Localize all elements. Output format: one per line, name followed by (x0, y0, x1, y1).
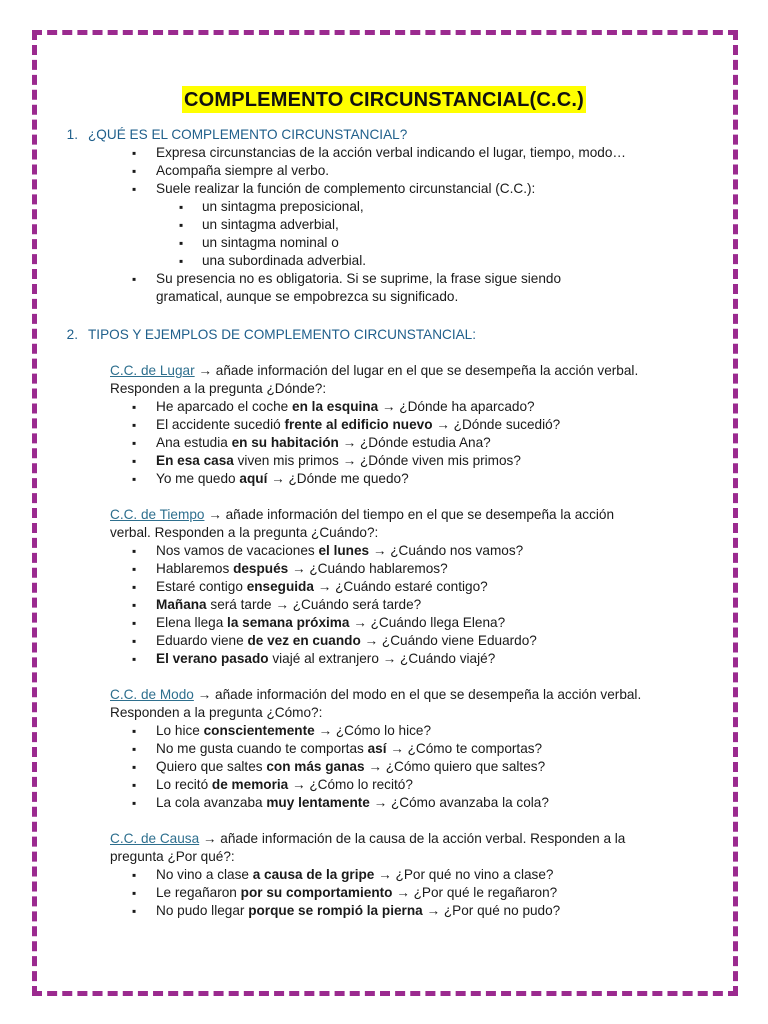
example-question: viajé al extranjero → ¿Cuándo viajé? (268, 651, 496, 666)
example-text: He aparcado el coche (156, 399, 293, 414)
example-complement: en la esquina (292, 399, 379, 414)
example-question: → ¿Por qué no pudo? (422, 903, 561, 918)
example-complement: de memoria (211, 777, 289, 792)
types-container (0, 362, 768, 920)
example-item (156, 632, 655, 650)
example-question: → ¿Dónde sucedió? (432, 417, 561, 432)
example-complement: de vez en cuando (247, 633, 361, 648)
sub-list (202, 198, 626, 270)
type-description: → añade información del lugar en el que se desempeña la acción verbal. Responden a la pregunta ¿Dónde?: (110, 363, 639, 396)
example-text: Le regañaron (156, 885, 241, 900)
type-name-link[interactable]: C.C. de Modo (110, 687, 194, 702)
page-title: COMPLEMENTO CIRCUNSTANCIAL(C.C.) (182, 86, 586, 113)
example-complement: conscientemente (203, 723, 315, 738)
type-name-link[interactable]: C.C. de Causa (110, 831, 200, 846)
example-question: → ¿Cuándo llega Elena? (349, 615, 506, 630)
type-block (110, 506, 655, 668)
example-item (156, 578, 655, 596)
list-item: ▪ Su presencia no es obligatoria. Si se suprime, la frase sigue siendo gramatical, aunque se empobrezca su significado. (156, 270, 626, 306)
example-question: → ¿Por qué no vino a clase? (374, 867, 554, 882)
list-item (156, 180, 626, 270)
type-description: → añade información de la causa de la acción verbal. Responden a la pregunta ¿Por qué?: (110, 831, 626, 864)
example-text: Ana estudia (156, 435, 232, 450)
example-question: → ¿Dónde ha aparcado? (378, 399, 535, 414)
example-text: Eduardo viene (156, 633, 248, 648)
example-text: No me gusta cuando te comportas (156, 741, 368, 756)
list-item-text: Suele realizar la función de complemento circunstancial (C.C.): (156, 181, 536, 196)
example-item (156, 452, 655, 470)
example-item (156, 776, 655, 794)
example-text: Hablaremos (156, 561, 234, 576)
type-block (110, 830, 655, 920)
example-complement: el lunes (318, 543, 370, 558)
example-complement: frente al edificio nuevo (284, 417, 433, 432)
type-block (110, 362, 655, 488)
examples-list (156, 722, 655, 812)
example-text: Lo hice (156, 723, 204, 738)
title-wrap (0, 86, 768, 113)
example-complement: en su habitación (231, 435, 339, 450)
example-item (156, 470, 655, 488)
example-question: → ¿Cómo lo recitó? (288, 777, 413, 792)
sub-list-item: ▪ un sintagma adverbial, (202, 216, 626, 234)
example-text: Estaré contigo (156, 579, 247, 594)
example-complement: Mañana (156, 597, 207, 612)
example-item (156, 740, 655, 758)
example-complement: después (233, 561, 289, 576)
type-name-link[interactable]: C.C. de Lugar (110, 363, 195, 378)
type-intro (110, 830, 655, 866)
list-item: ▪ Acompaña siempre al verbo. (156, 162, 626, 180)
type-intro (110, 506, 655, 542)
example-question: viven mis primos → ¿Dónde viven mis primos? (233, 453, 521, 468)
example-item (156, 650, 655, 668)
example-text: Elena llega (156, 615, 228, 630)
example-complement: así (367, 741, 387, 756)
example-complement: con más ganas (266, 759, 365, 774)
example-item (156, 866, 655, 884)
example-item (156, 596, 655, 614)
examples-list (156, 542, 655, 668)
example-item (156, 542, 655, 560)
list-item: ▪ Expresa circunstancias de la acción verbal indicando el lugar, tiempo, modo… (156, 144, 626, 162)
example-question: → ¿Cómo te comportas? (386, 741, 543, 756)
example-item (156, 560, 655, 578)
example-question: → ¿Cómo lo hice? (314, 723, 432, 738)
example-text: No vino a clase (156, 867, 253, 882)
example-text: No pudo llegar (156, 903, 249, 918)
example-question: → ¿Cuándo nos vamos? (369, 543, 524, 558)
type-intro (110, 686, 655, 722)
example-question: → ¿Por qué le regañaron? (392, 885, 558, 900)
example-complement: enseguida (246, 579, 314, 594)
sub-list-item: ▪ un sintagma nominal o (202, 234, 626, 252)
example-complement: muy lentamente (266, 795, 370, 810)
example-complement: aquí (239, 471, 268, 486)
example-item (156, 758, 655, 776)
type-name-link[interactable]: C.C. de Tiempo (110, 507, 205, 522)
example-item (156, 884, 655, 902)
example-text: El accidente sucedió (156, 417, 285, 432)
document-body (0, 126, 768, 920)
type-description: → añade información del modo en el que se desempeña la acción verbal. Responden a la pregunta ¿Cómo?: (110, 687, 642, 720)
example-text: La cola avanzaba (156, 795, 267, 810)
examples-list (156, 398, 655, 488)
sub-list-item: ▪ un sintagma preposicional, (202, 198, 626, 216)
section-1-heading (0, 126, 768, 144)
example-text: Lo recitó (156, 777, 212, 792)
section-1-list (156, 144, 626, 306)
example-question: → ¿Cómo quiero que saltes? (364, 759, 546, 774)
example-item (156, 794, 655, 812)
example-complement: El verano pasado (156, 651, 269, 666)
example-complement: a causa de la gripe (252, 867, 375, 882)
example-item (156, 416, 655, 434)
example-question: → ¿Cuándo estaré contigo? (313, 579, 488, 594)
section-1-title: ¿QUÉ ES EL COMPLEMENTO CIRCUNSTANCIAL? (88, 127, 408, 142)
example-question: → ¿Cuándo hablaremos? (288, 561, 448, 576)
section-2-title: TIPOS Y EJEMPLOS DE COMPLEMENTO CIRCUNSTANCIAL: (88, 327, 477, 342)
section-2-number: 2. (66, 327, 78, 342)
example-item (156, 434, 655, 452)
example-item (156, 614, 655, 632)
sub-list-item: ▪ una subordinada adverbial. (202, 252, 626, 270)
example-item (156, 902, 655, 920)
example-text: Quiero que saltes (156, 759, 267, 774)
example-item (156, 722, 655, 740)
example-complement: En esa casa (156, 453, 234, 468)
example-text: Yo me quedo (156, 471, 240, 486)
example-question: → ¿Cómo avanzaba la cola? (369, 795, 549, 810)
type-block (110, 686, 655, 812)
example-question: → ¿Dónde estudia Ana? (338, 435, 491, 450)
example-question: → ¿Cuándo viene Eduardo? (360, 633, 537, 648)
section-1-number: 1. (66, 127, 78, 142)
example-complement: la semana próxima (227, 615, 350, 630)
example-question: → ¿Dónde me quedo? (267, 471, 409, 486)
type-description: → añade información del tiempo en el que se desempeña la acción verbal. Responden a la pregunta ¿Cuándo?: (110, 507, 615, 540)
example-text: Nos vamos de vacaciones (156, 543, 319, 558)
section-2-heading (0, 326, 768, 344)
example-question: será tarde → ¿Cuándo será tarde? (206, 597, 422, 612)
example-item (156, 398, 655, 416)
type-intro (110, 362, 655, 398)
examples-list (156, 866, 655, 920)
example-complement: porque se rompió la pierna (248, 903, 423, 918)
example-complement: por su comportamiento (240, 885, 393, 900)
